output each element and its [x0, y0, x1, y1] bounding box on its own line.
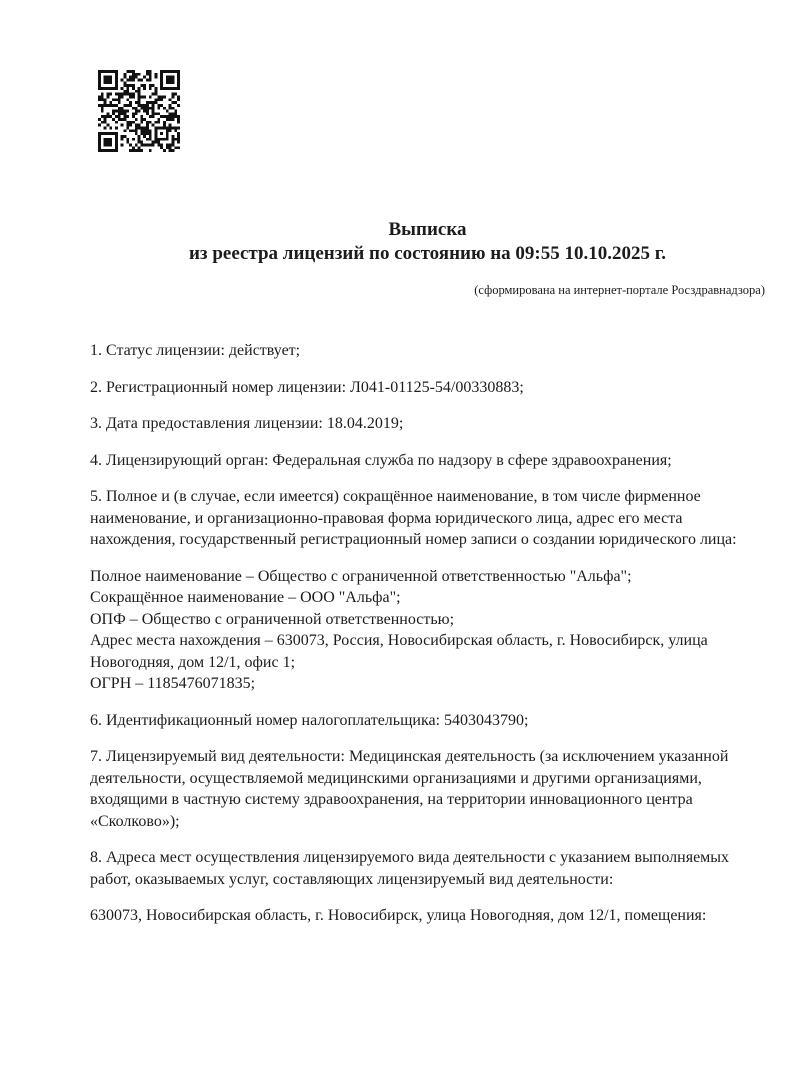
company-address: Адрес места нахождения – 630073, Россия, Новосибирская область, г. Новосибирск, улица Новогодняя, дом 12/1, офис 1; — [90, 632, 708, 671]
title-line-1: Выписка — [388, 219, 467, 240]
legal-entity-section-heading: 5. Полное и (в случае, если имеется) сокращённое наименование, в том числе фирменное наименование, и организационно-правовая форма юридического лица, адрес его места нахождения, государственный регистрационный номер записи о создании юридического лица: — [90, 488, 737, 548]
document-subtitle: (сформирована на интернет-портале Росздравнадзора) — [474, 283, 765, 297]
license-registration-number: 2. Регистрационный номер лицензии: Л041-01125-54/00330883; — [90, 378, 524, 396]
licensing-authority: 4. Лицензирующий орган: Федеральная служба по надзору в сфере здравоохранения; — [90, 451, 672, 469]
company-ogrn: ОГРН – 1185476071835; — [90, 675, 256, 692]
license-status: 1. Статус лицензии: действует; — [90, 342, 301, 359]
license-grant-date: 3. Дата предоставления лицензии: 18.04.2019; — [90, 415, 404, 432]
activity-address: 630073, Новосибирская область, г. Новосибирск, улица Новогодняя, дом 12/1, помещения: — [90, 907, 707, 924]
company-legal-form: ОПФ – Общество с ограниченной ответственностью; — [90, 610, 455, 628]
document-title — [90, 218, 765, 266]
title-line-2: из реестра лицензий по состоянию на 09:55 10.10.2025 г. — [188, 243, 666, 264]
activity-addresses-heading: 8. Адреса мест осуществления лицензируемого вида деятельности с указанием выполняемых работ, оказываемых услуг, составляющих лицензируемый вид деятельности: — [90, 849, 730, 888]
company-short-name: Сокращённое наименование – ООО "Альфа"; — [90, 589, 401, 606]
company-full-name: Полное наименование – Общество с ограниченной ответственностью "Альфа"; — [90, 567, 632, 585]
document-body — [90, 340, 740, 927]
document-content — [90, 218, 765, 942]
taxpayer-id: 6. Идентификационный номер налогоплательщика: 5403043790; — [90, 711, 529, 729]
licensed-activity-type: 7. Лицензируемый вид деятельности: Медицинская деятельность (за исключением указанной деятельности, осуществляемой медицинскими организациями и другими организациями, входящими в частную систему здравоохранения, на территории инновационного центра «Сколково»); — [90, 748, 729, 830]
company-details — [90, 566, 740, 695]
qr-code-icon — [98, 70, 180, 152]
